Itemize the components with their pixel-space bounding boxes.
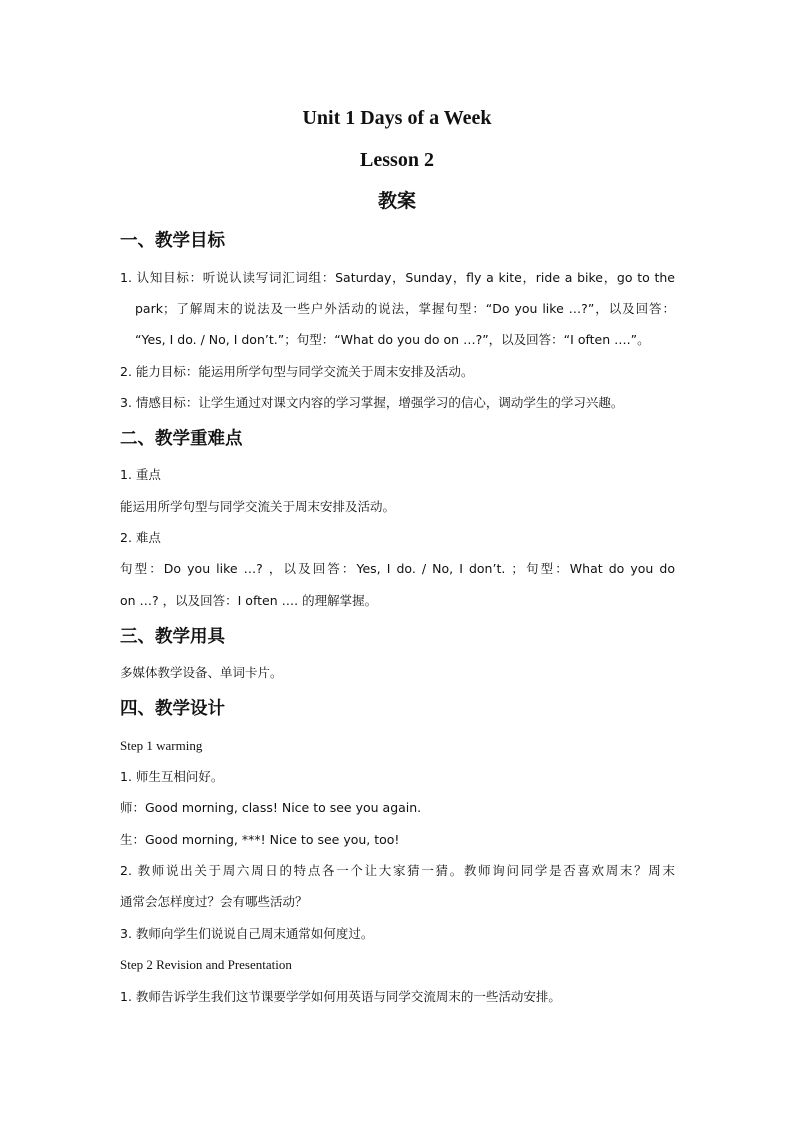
objective-item-1-line-3: “Yes, I do. / No, I don’t.”；句型：“What do you do on …?”，以及回答：“I often ….”。 bbox=[135, 332, 650, 347]
step-1-title: Step 1 warming bbox=[120, 738, 203, 753]
step-1-item-1: 1. 师生互相问好。 bbox=[120, 769, 224, 784]
teacher-line: 师：Good morning, class! Nice to see you again. bbox=[120, 800, 422, 815]
document-title: Unit 1 Days of a Week bbox=[302, 107, 492, 129]
key-point-text: 能运用所学句型与同学交流关于周末安排及活动。 bbox=[120, 499, 396, 514]
difficulty-label: 2. 难点 bbox=[120, 530, 161, 545]
objective-item-1-line-1: 1. 认知目标：听说认读写词汇词组：Saturday，Sunday，fly a kite，ride a bike，go to the bbox=[120, 270, 675, 285]
difficulty-line-1: 句型：Do you like …? ，以及回答：Yes, I do. / No, I don’t. ；句型：What do you do bbox=[120, 561, 675, 576]
difficulty-line-2: on …? ，以及回答：I often …. 的理解掌握。 bbox=[120, 593, 378, 608]
section-heading-objectives: 一、教学目标 bbox=[120, 231, 225, 251]
materials-text: 多媒体教学设备、单词卡片。 bbox=[120, 665, 283, 680]
step-1-item-3: 3. 教师向学生们说说自己周末通常如何度过。 bbox=[120, 926, 374, 941]
step-2-title: Step 2 Revision and Presentation bbox=[120, 957, 292, 972]
objective-item-1-line-2: park；了解周末的说法及一些户外活动的说法，掌握句型：“Do you like …?”，以及回答： bbox=[135, 301, 675, 316]
step-2-item-1: 1. 教师告诉学生我们这节课要学学如何用英语与同学交流周末的一些活动安排。 bbox=[120, 989, 561, 1004]
doc-type-title: 教案 bbox=[377, 190, 416, 212]
key-point-label: 1. 重点 bbox=[120, 467, 161, 482]
lesson-title: Lesson 2 bbox=[360, 149, 434, 171]
step-1-item-2-line-1: 2. 教师说出关于周六周日的特点各一个让大家猜一猜。教师询问同学是否喜欢周末？周末 bbox=[120, 863, 675, 878]
section-heading-materials: 三、教学用具 bbox=[120, 627, 225, 647]
objective-item-2: 2. 能力目标：能运用所学句型与同学交流关于周末安排及活动。 bbox=[120, 364, 474, 379]
objective-item-3: 3. 情感目标：让学生通过对课文内容的学习掌握，增强学习的信心，调动学生的学习兴趣。 bbox=[120, 395, 624, 410]
section-heading-design: 四、教学设计 bbox=[120, 699, 225, 719]
step-1-item-2-line-2: 通常会怎样度过？会有哪些活动？ bbox=[120, 894, 308, 909]
section-heading-key-points: 二、教学重难点 bbox=[120, 429, 243, 449]
student-line: 生：Good morning, ***! Nice to see you, too! bbox=[120, 832, 400, 847]
